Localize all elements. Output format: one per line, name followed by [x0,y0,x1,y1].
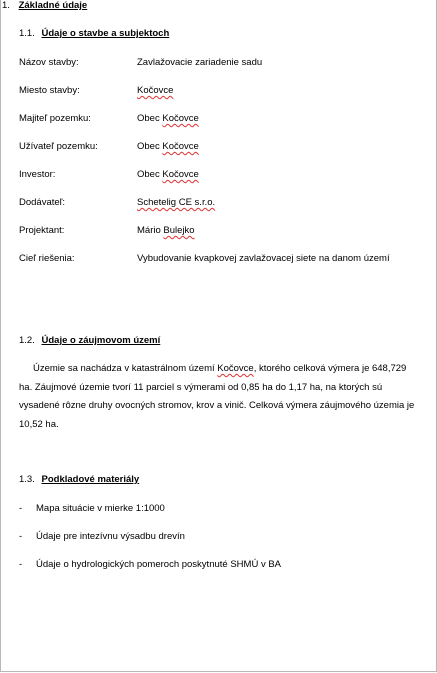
list-item: Údaje pre intezívnu výsadbu drevín [36,531,185,542]
row-label: Majiteľ pozemku: [19,113,91,124]
row-label: Miesto stavby: [19,85,80,96]
row-value: Vybudovanie kvapkovej zavlažovacej siete na danom území [137,253,390,264]
paragraph-name: Kočovce [217,363,254,374]
row-value [137,225,195,236]
row-value: Schetelig CE s.r.o. [137,197,216,208]
value-name: Kočovce [162,141,199,152]
value-name: Kočovce [162,113,199,124]
row-value: Zavlažovacie zariadenie sadu [137,57,263,68]
section-1-2-paragraph [19,360,419,434]
row-label: Investor: [19,169,56,180]
section-1-heading [2,0,87,11]
paragraph-start: Územie sa nachádza v katastrálnom území [33,363,218,374]
row-value [137,141,199,152]
value-prefix: Obec [137,169,163,180]
section-1-title: Základné údaje [18,0,88,11]
row-label: Dodávateľ: [19,197,66,208]
value-prefix: Obec [137,141,163,152]
section-1-number: 1. [2,0,10,11]
section-1-2-number: 1.2. [19,335,35,346]
section-1-2-heading [19,335,160,346]
list-item: Údaje o hydrologických pomeroch poskytnuté SHMÚ v BA [36,559,282,570]
list-dash: - [19,559,23,570]
section-1-3-title: Podkladové materiály [41,474,140,485]
row-label: Názov stavby: [19,57,79,68]
row-label: Cieľ riešenia: [19,253,75,264]
row-value [137,169,199,180]
list-item: Mapa situácie v mierke 1:1000 [36,503,165,514]
row-value [137,113,199,124]
section-1-1-number: 1.1. [19,28,35,39]
value-prefix: Mário [137,225,164,236]
section-1-1-heading [19,28,169,39]
row-label: Projektant: [19,225,65,236]
value-name: Bulejko [163,225,195,236]
value-prefix: Obec [137,113,163,124]
paragraph-rest: , ktorého celková výmera je 648,729 ha. Záujmové územie tvorí 11 parciel s výmerami od 0,85 ha do 1,17 ha, na ktorých sú vysadené rôzne druhy ovocných stromov, krov a vinič. Celková výmera záujmového územia je 10,52 ha. [19,363,415,430]
section-1-3-number: 1.3. [19,474,35,485]
value-name: Kočovce [162,169,199,180]
list-dash: - [19,531,23,542]
section-1-3-heading [19,474,139,485]
row-value: Kočovce [137,85,174,96]
section-1-1-title: Údaje o stavbe a subjektoch [41,28,170,39]
row-label: Užívateľ pozemku: [19,141,98,152]
list-dash: - [19,503,23,514]
section-1-2-title: Údaje o záujmovom území [41,335,161,346]
